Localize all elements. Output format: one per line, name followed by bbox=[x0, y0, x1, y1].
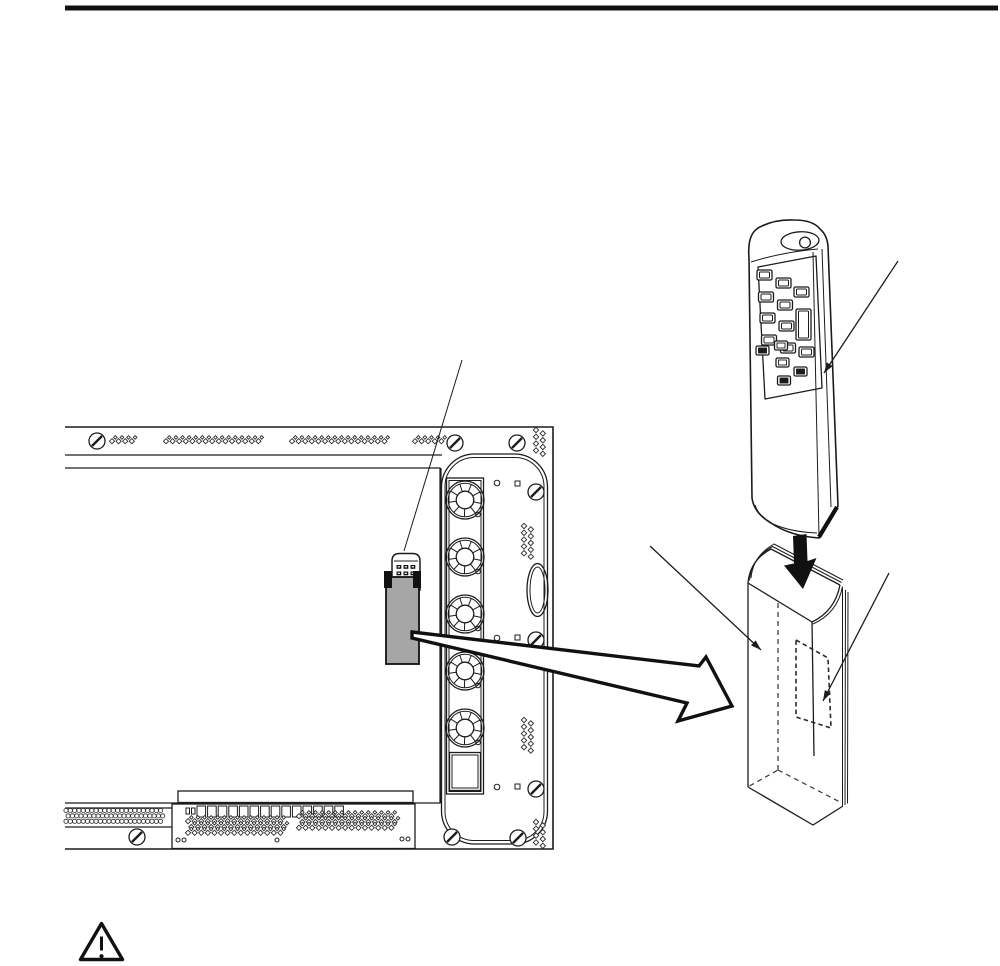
transfer-arrow-icon bbox=[412, 632, 732, 721]
panel-vent-grid bbox=[64, 808, 165, 823]
small-hole bbox=[275, 838, 279, 842]
screw-icon bbox=[510, 830, 526, 846]
wall-holder-rim-right bbox=[413, 571, 421, 588]
remote-function-button bbox=[775, 341, 788, 350]
small-square-hole bbox=[515, 481, 520, 486]
panel-inner-face bbox=[65, 468, 441, 803]
vent-cluster bbox=[289, 436, 389, 444]
cooling-fan-icon bbox=[446, 481, 484, 519]
handle-inner bbox=[530, 567, 545, 613]
terminal-slot bbox=[208, 806, 217, 817]
holder-front-rim bbox=[748, 583, 812, 622]
panel-outline bbox=[65, 427, 553, 849]
terminal-slot bbox=[261, 806, 270, 817]
holder-bottom-edges bbox=[748, 787, 843, 825]
leader-arrow bbox=[823, 573, 889, 701]
screw-icon bbox=[528, 781, 544, 797]
remote-power-button bbox=[800, 237, 811, 248]
vent-cluster bbox=[412, 436, 446, 444]
speaker-bar bbox=[178, 791, 413, 803]
small-hole bbox=[494, 635, 500, 641]
cooling-fan-icon bbox=[446, 538, 484, 576]
small-hole bbox=[176, 838, 180, 842]
terminal-slot bbox=[271, 806, 280, 817]
cooling-fan-icon bbox=[446, 595, 484, 633]
remote-function-button bbox=[776, 358, 789, 367]
terminal-slot bbox=[218, 806, 227, 817]
small-hole bbox=[494, 784, 500, 790]
fan-column-box-outer bbox=[450, 753, 481, 791]
remote-function-button bbox=[778, 376, 791, 385]
panel-rear-figure bbox=[64, 360, 553, 849]
remote-function-button bbox=[794, 367, 807, 376]
remote-button bbox=[759, 292, 774, 302]
transfer-arrow bbox=[412, 632, 732, 721]
small-hole bbox=[400, 837, 404, 841]
leader-arrow bbox=[824, 261, 898, 373]
insert-down-arrow-icon bbox=[784, 534, 817, 589]
cooling-fan-icon bbox=[446, 652, 484, 690]
vent-cluster bbox=[185, 816, 288, 836]
holder-figure bbox=[748, 534, 848, 825]
vent-cluster bbox=[163, 436, 263, 444]
small-hole bbox=[406, 837, 410, 841]
terminal-slot bbox=[229, 806, 238, 817]
remote-button bbox=[757, 270, 772, 280]
remote-button bbox=[779, 321, 794, 331]
vent-cluster bbox=[521, 523, 533, 559]
leader-arrows bbox=[650, 261, 898, 701]
vent-cluster bbox=[296, 811, 399, 831]
terminal-slot bbox=[282, 806, 291, 817]
fan-column-box-inner bbox=[452, 755, 478, 788]
vent-cluster bbox=[533, 427, 545, 456]
remote-silhouette bbox=[749, 220, 838, 538]
remote-figure bbox=[749, 220, 838, 538]
holder-front-seam bbox=[812, 622, 814, 756]
page-top-rule bbox=[65, 6, 998, 11]
screw-icon bbox=[447, 435, 463, 451]
vent-cluster bbox=[533, 819, 545, 848]
panel-fans bbox=[446, 481, 484, 747]
small-square-hole bbox=[515, 635, 520, 640]
leader-arrow bbox=[650, 546, 761, 650]
remote-button bbox=[794, 287, 809, 297]
remote-button bbox=[799, 347, 814, 357]
warning-exclamation-dot bbox=[99, 954, 103, 958]
warning-icon bbox=[81, 924, 123, 960]
screw-icon bbox=[444, 829, 460, 845]
remote-side-shadow bbox=[819, 507, 837, 537]
remote-bottom-contour bbox=[755, 505, 817, 533]
remote-buttons bbox=[756, 270, 814, 385]
small-hole bbox=[182, 838, 186, 842]
remote-button bbox=[760, 313, 775, 323]
screw-icon bbox=[528, 484, 544, 500]
remote-head-contour bbox=[751, 249, 818, 262]
screw-icon bbox=[509, 435, 525, 451]
terminal-slot bbox=[239, 806, 248, 817]
small-square-hole bbox=[515, 784, 520, 789]
remote-button bbox=[778, 300, 793, 310]
remote-function-button bbox=[756, 346, 769, 355]
holder-right-edges bbox=[843, 588, 849, 806]
vent-cluster bbox=[109, 436, 136, 444]
vent-cluster bbox=[521, 717, 533, 753]
remote-button bbox=[796, 309, 811, 340]
cooling-fan-icon bbox=[446, 709, 484, 747]
wall-holder-body bbox=[386, 577, 419, 664]
remote-button bbox=[776, 278, 791, 288]
small-hole bbox=[494, 480, 500, 486]
wall-holder-rim-left bbox=[384, 571, 392, 588]
screw-icon bbox=[129, 829, 145, 845]
screw-icon bbox=[89, 433, 105, 449]
